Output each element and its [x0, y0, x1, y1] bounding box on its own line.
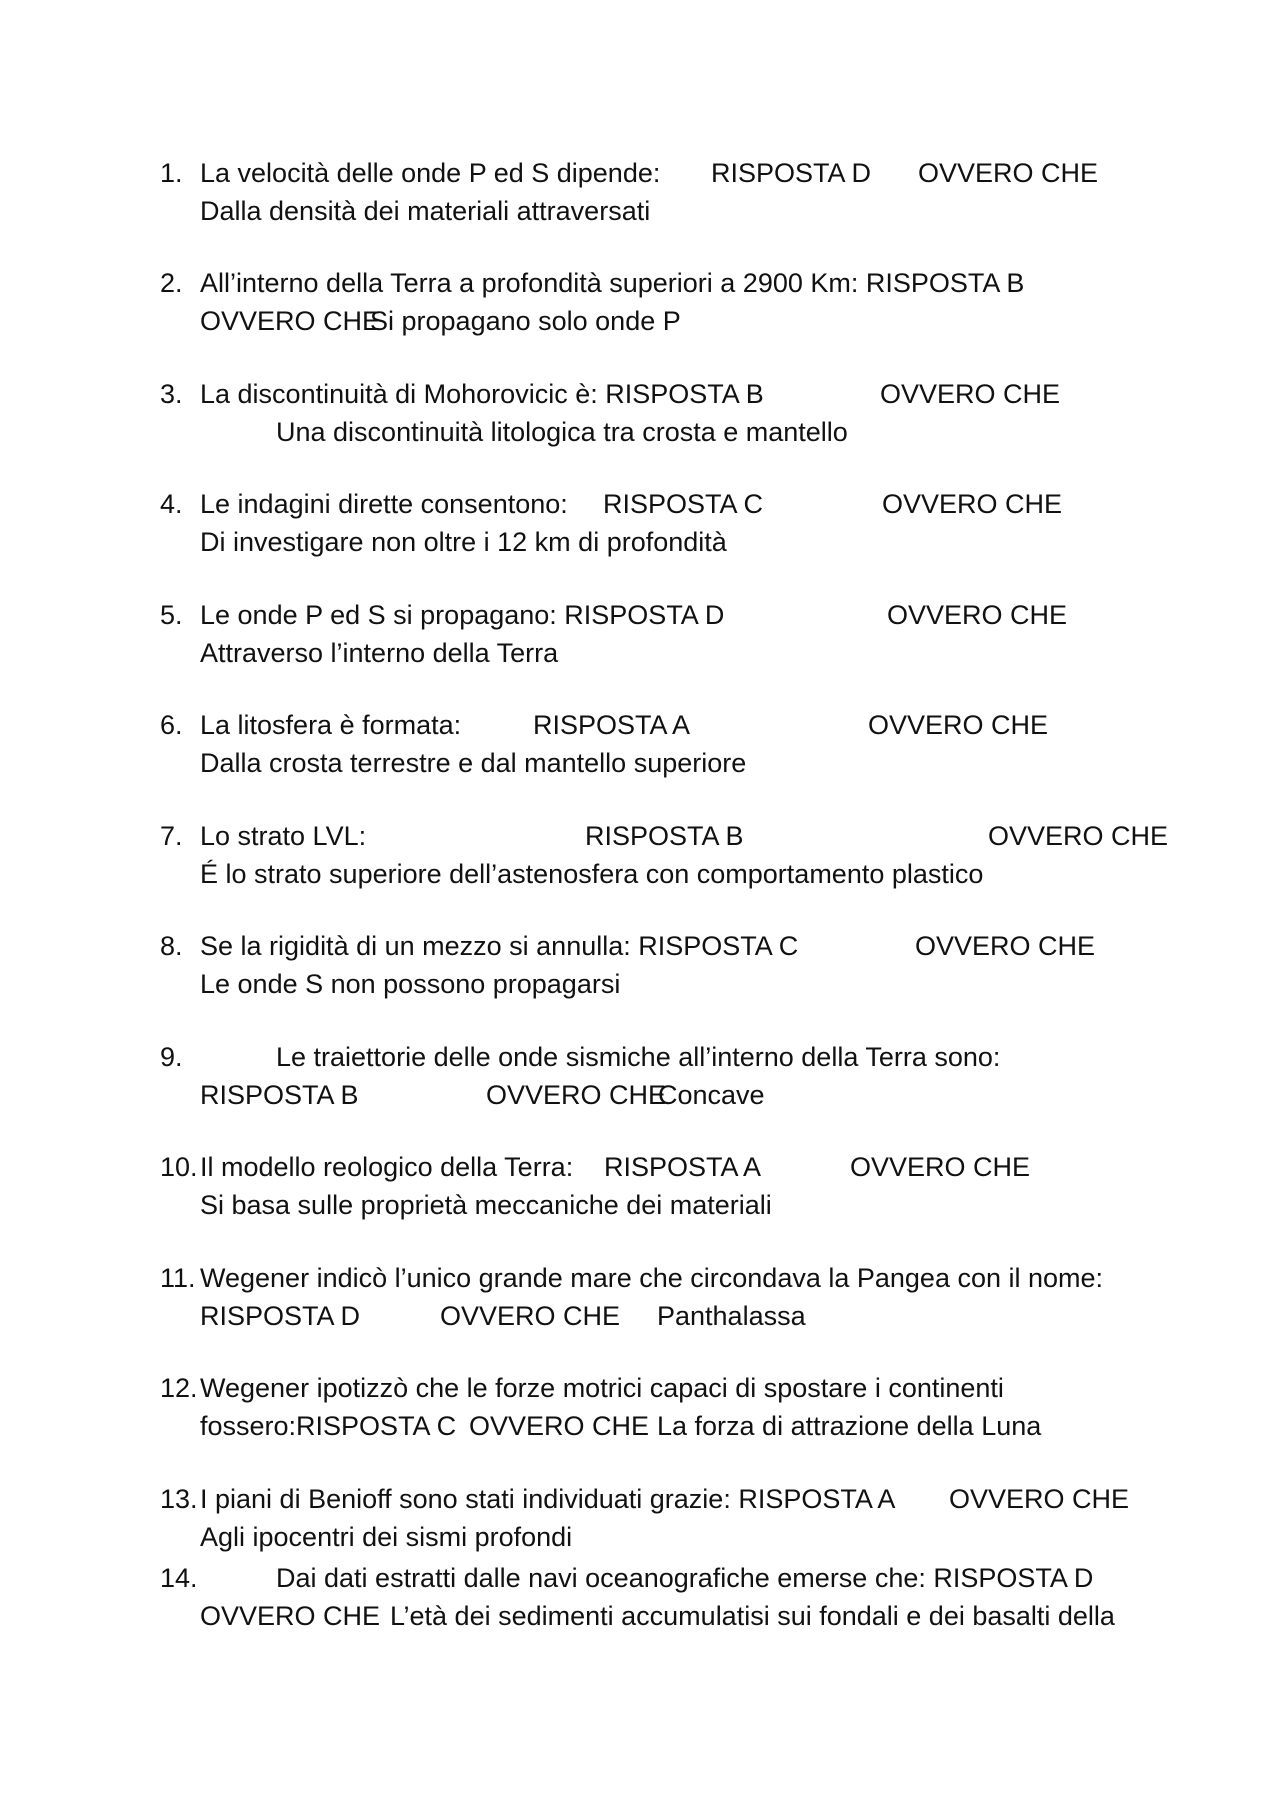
answer-text: Una discontinuità litologica tra crosta e mantello	[276, 417, 848, 447]
question-text: La velocità delle onde P ed S dipende:	[200, 158, 661, 188]
question-text: Il modello reologico della Terra:	[200, 1152, 574, 1182]
question-text: Le indagini dirette consentono:	[200, 489, 568, 519]
question-text: Lo strato LVL:	[200, 821, 367, 851]
ovvero-che: OVVERO CHE	[988, 821, 1169, 851]
question-text: La litosfera è formata:	[200, 710, 462, 740]
item-number: 13.	[160, 1484, 198, 1514]
question-text: La discontinuità di Mohorovicic è: RISPOSTA B	[200, 379, 764, 409]
ovvero-che: OVVERO CHE	[887, 600, 1068, 630]
item-number: 9.	[160, 1042, 183, 1072]
answer-text: L’età dei sedimenti accumulatisi sui fondali e dei basalti della	[390, 1601, 1115, 1631]
question-text: Dai dati estratti dalle navi oceanografiche emerse che: RISPOSTA D	[276, 1563, 1094, 1593]
item-number: 6.	[160, 710, 183, 740]
item-number: 14.	[160, 1563, 198, 1593]
answer-letter: RISPOSTA B	[200, 1080, 359, 1110]
ovvero-che: OVVERO CHE	[868, 710, 1049, 740]
question-text: All’interno della Terra a profondità superiori a 2900 Km: RISPOSTA B	[200, 268, 1025, 298]
question-text: Se la rigidità di un mezzo si annulla: RISPOSTA C	[200, 931, 799, 961]
answer-text: Concave	[658, 1080, 765, 1110]
item-number: 3.	[160, 379, 183, 409]
ovvero-che: OVVERO CHE	[880, 379, 1061, 409]
answer-letter: RISPOSTA A	[533, 710, 691, 740]
list-item	[0, 375, 1280, 455]
question-text: Le traiettorie delle onde sismiche all’interno della Terra sono:	[276, 1042, 1001, 1072]
answer-text: Attraverso l’interno della Terra	[200, 638, 559, 668]
question-text: I piani di Benioff sono stati individuati grazie: RISPOSTA A	[200, 1484, 896, 1514]
answer-letter: RISPOSTA C	[603, 489, 764, 519]
question-text: Le onde P ed S si propagano: RISPOSTA D	[200, 600, 725, 630]
list-item	[0, 1480, 1280, 1560]
item-number: 11.	[160, 1263, 196, 1293]
item-number: 8.	[160, 931, 183, 961]
list-item	[0, 264, 1280, 344]
answer-letter: RISPOSTA A	[604, 1152, 762, 1182]
list-item	[0, 1559, 1280, 1639]
answer-letter: RISPOSTA D	[711, 158, 872, 188]
answer-letter: fossero:RISPOSTA C	[200, 1411, 457, 1441]
list-item	[0, 485, 1280, 565]
list-item	[0, 154, 1280, 234]
list-item	[0, 1148, 1280, 1228]
ovvero-che: OVVERO CHE	[469, 1411, 650, 1441]
ovvero-che: OVVERO CHE	[200, 1601, 381, 1631]
item-number: 5.	[160, 600, 183, 630]
list-item	[0, 1259, 1280, 1339]
item-number: 4.	[160, 489, 183, 519]
list-item	[0, 1038, 1280, 1118]
list-item	[0, 596, 1280, 676]
ovvero-che: OVVERO CHE	[915, 931, 1096, 961]
item-number: 12.	[160, 1373, 198, 1403]
ovvero-che: OVVERO CHE	[850, 1152, 1031, 1182]
answer-text: Panthalassa	[657, 1301, 806, 1331]
item-number: 2.	[160, 268, 183, 298]
ovvero-che: OVVERO CHE	[918, 158, 1099, 188]
item-number: 1.	[160, 158, 183, 188]
answer-letter: RISPOSTA B	[585, 821, 744, 851]
ovvero-che: OVVERO CHE	[440, 1301, 621, 1331]
list-item	[0, 706, 1280, 786]
list-item	[0, 817, 1280, 897]
ovvero-che: OVVERO CHE	[882, 489, 1063, 519]
answer-text: Si basa sulle proprietà meccaniche dei materiali	[200, 1190, 772, 1220]
question-text: Wegener ipotizzò che le forze motrici capaci di spostare i continenti	[200, 1373, 1004, 1403]
list-item	[0, 927, 1280, 1007]
answer-letter: RISPOSTA D	[200, 1301, 361, 1331]
answer-text: La forza di attrazione della Luna	[657, 1411, 1042, 1441]
item-number: 7.	[160, 821, 183, 851]
answer-text: Dalla crosta terrestre e dal mantello superiore	[200, 748, 747, 778]
answer-text: Si propagano solo onde P	[370, 306, 681, 336]
item-number: 10.	[160, 1152, 198, 1182]
answer-text: Dalla densità dei materiali attraversati	[200, 196, 651, 226]
list-item	[0, 1369, 1280, 1449]
ovvero-che: OVVERO CHE	[949, 1484, 1130, 1514]
answer-text: Di investigare non oltre i 12 km di profondità	[200, 527, 727, 557]
ovvero-che: OVVERO CHE	[200, 306, 381, 336]
answer-text: É lo strato superiore dell’astenosfera con comportamento plastico	[200, 859, 984, 889]
answer-text: Agli ipocentri dei sismi profondi	[200, 1522, 573, 1552]
answer-text: Le onde S non possono propagarsi	[200, 969, 621, 999]
question-text: Wegener indicò l’unico grande mare che circondava la Pangea con il nome:	[200, 1263, 1104, 1293]
ovvero-che: OVVERO CHE	[486, 1080, 667, 1110]
